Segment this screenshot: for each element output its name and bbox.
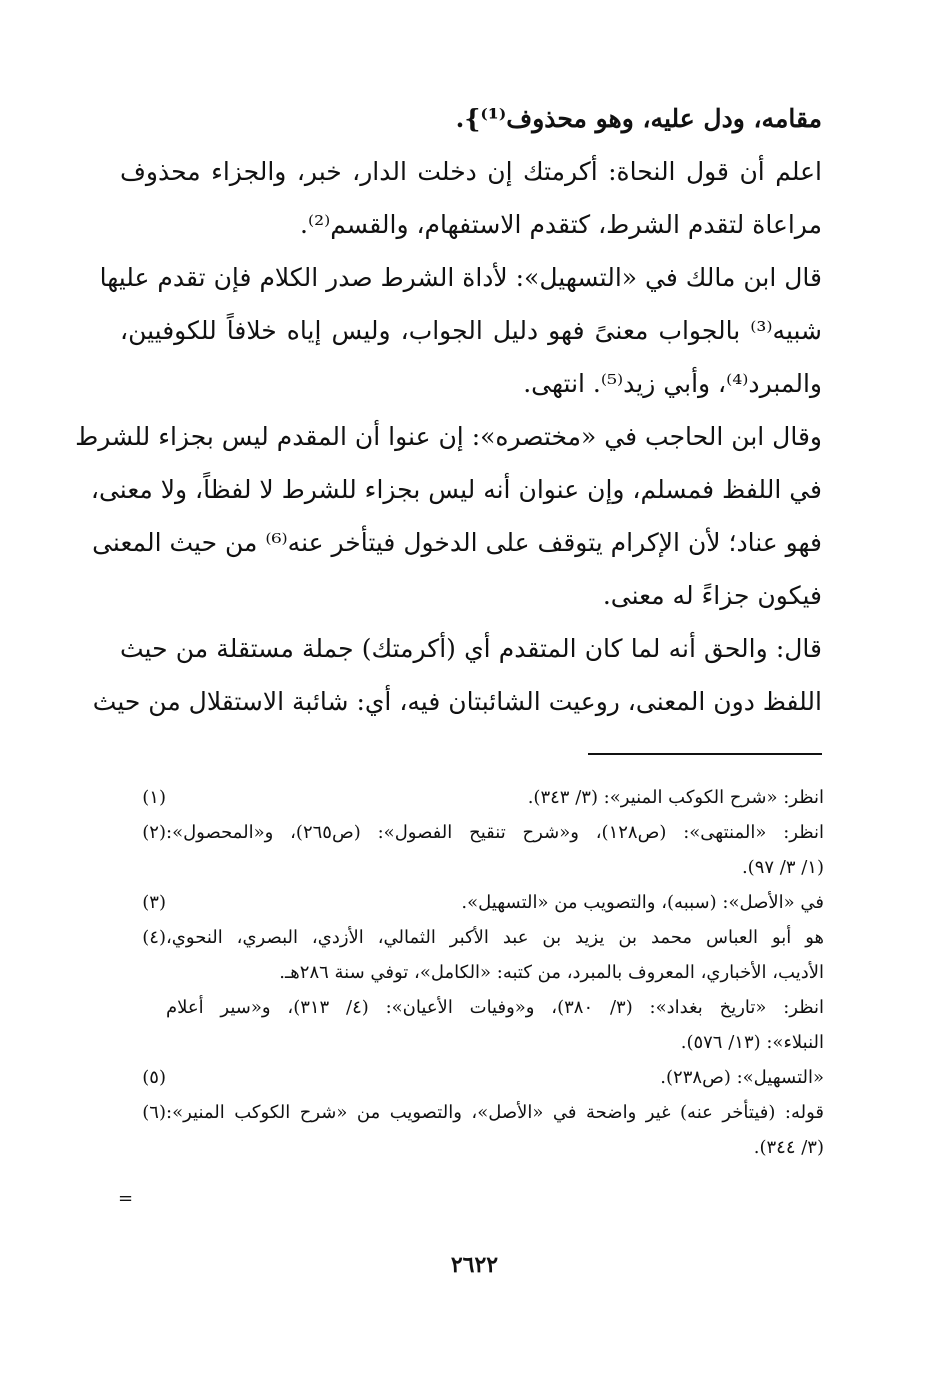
footnote <box>118 1060 824 1095</box>
footnotes <box>118 780 824 1165</box>
footnote <box>118 780 824 815</box>
footnote-number: (٣) <box>142 892 166 913</box>
text-line: قال: والحق أنه لما كان المتقدم أي (أكرمتك) جملة مستقلة من حيث <box>120 634 822 663</box>
footnote-line: «التسهيل»: (ص٢٣٨). <box>660 1067 824 1088</box>
footnote <box>118 920 824 1060</box>
text-line: والمبرد⁽⁴⁾، وأبي زيد⁽⁵⁾. انتهى. <box>523 369 822 398</box>
text-line: وقال ابن الحاجب في «مختصره»: إن عنوا أن المقدم ليس بجزاء للشرط <box>75 422 822 451</box>
footnote-line: الأديب، الأخباري، المعروف بالمبرد، من كتبه: «الكامل»، توفي سنة ٢٨٦هـ. <box>279 962 824 983</box>
continuation-mark: = <box>118 1188 134 1209</box>
footnote-number: (٢) <box>142 822 166 843</box>
footnote-number: (٦) <box>142 1102 166 1123</box>
footnote-number: (٥) <box>142 1067 166 1088</box>
footnote-line: انظر: «تاريخ بغداد»: (٣/ ٣٨٠)، و«وفيات الأعيان»: (٤/ ٣١٣)، و«سير أعلام <box>166 997 824 1018</box>
footnote-line: (٣/ ٣٤٤). <box>753 1137 824 1158</box>
footnote-line: انظر: «المنتهى»: (ص١٢٨)، و«شرح تنقيح الفصول»: (ص٢٦٥)، و«المحصول»: <box>166 822 824 843</box>
text-line: مقامه، ودل عليه، وهو محذوف⁽¹⁾}. <box>455 104 822 133</box>
text-line: مراعاة لتقدم الشرط، كتقدم الاستفهام، والقسم⁽²⁾. <box>300 210 822 239</box>
text-line: قال ابن مالك في «التسهيل»: لأداة الشرط صدر الكلام فإن تقدم عليها <box>99 263 822 292</box>
footnote-line: في «الأصل»: (سببه)، والتصويب من «التسهيل». <box>461 892 824 913</box>
footnote <box>118 885 824 920</box>
footnote-line: هو أبو العباس محمد بن يزيد بن عبد الأكبر الثمالي، الأزدي، البصري، النحوي، <box>166 927 824 948</box>
page-number: ٢٦٢٢ <box>450 1252 499 1278</box>
text-line: فهو عناد؛ لأن الإكرام يتوقف على الدخول فيتأخر عنه⁽⁶⁾ من حيث المعنى <box>92 528 822 557</box>
footnote-separator <box>588 753 822 755</box>
footnote <box>118 815 824 885</box>
text-line: اللفظ دون المعنى، روعيت الشائبتان فيه، أي: شائبة الاستقلال من حيث <box>92 687 822 716</box>
text-line: فيكون جزاءً له معنى. <box>602 581 822 610</box>
text-line: اعلم أن قول النحاة: أكرمتك إن دخلت الدار، خبر، والجزاء محذوف <box>120 157 822 186</box>
footnote <box>118 1095 824 1165</box>
footnote-line: انظر: «شرح الكوكب المنير»: (٣/ ٣٤٣). <box>527 787 824 808</box>
footnote-line: قوله: (فيتأخر عنه) غير واضحة في «الأصل»، والتصويب من «شرح الكوكب المنير»: <box>166 1102 824 1123</box>
footnote-number: (٤) <box>142 927 166 948</box>
text-line: في اللفظ فمسلم، وإن عنوان أنه ليس بجزاء للشرط لا لفظاً، ولا معنى، <box>90 475 822 504</box>
footnote-number: (١) <box>142 787 166 808</box>
footnote-line: (١/ ٣/ ٩٧). <box>741 857 824 878</box>
text-line: شبيه⁽³⁾ بالجواب معنىً فهو دليل الجواب، وليس إياه خلافاً للكوفيين، <box>120 316 822 345</box>
footnote-line: النبلاء»: (١٣/ ٥٧٦). <box>680 1032 824 1053</box>
main-text <box>75 92 822 728</box>
